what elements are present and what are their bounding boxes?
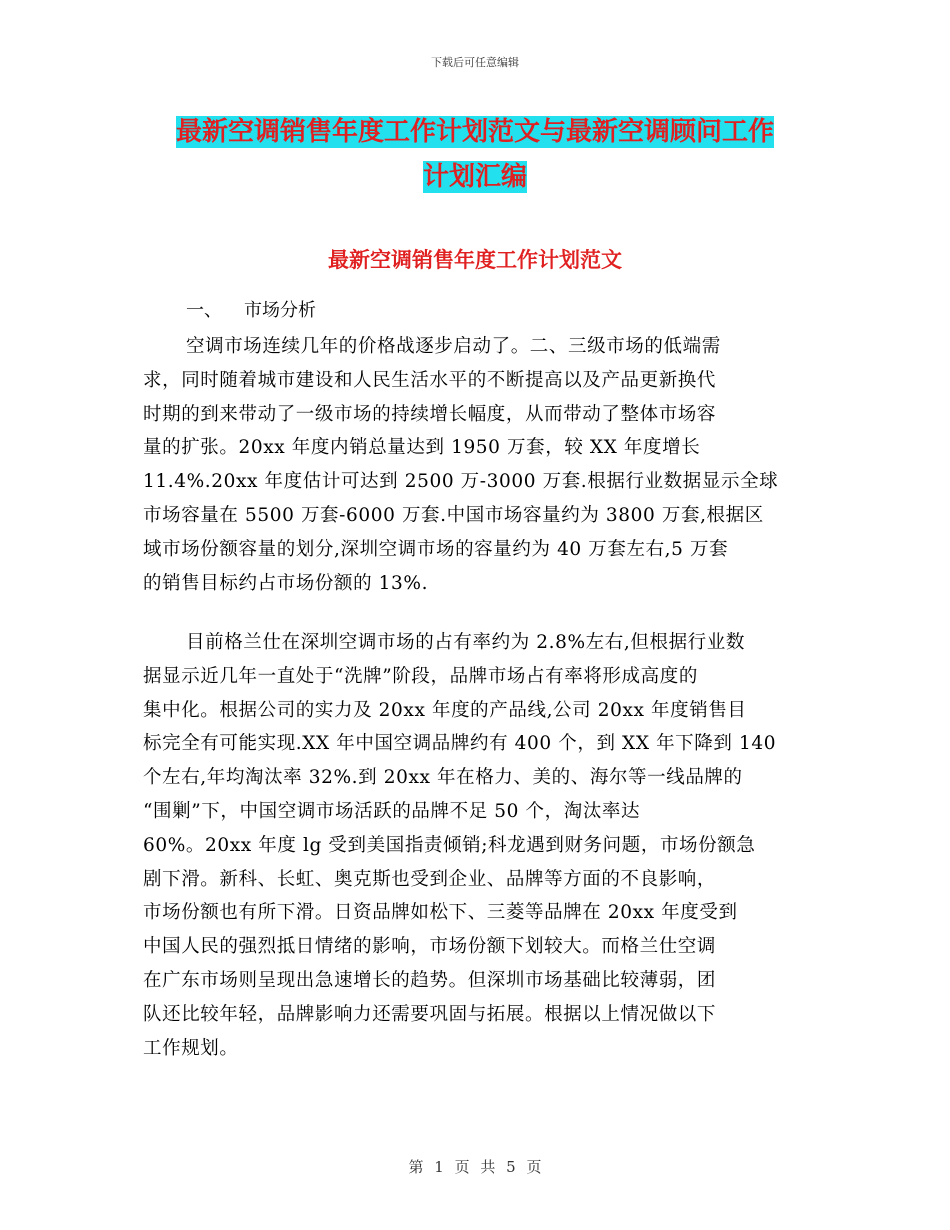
paragraph-line: 60%。20xx 年度 lg 受到美国指责倾销;科龙遇到财务问题，市场份额急: [143, 834, 756, 856]
paragraph-line: 量的扩张。20xx 年度内销总量达到 1950 万套，较 XX 年度增长: [143, 437, 701, 459]
section-number: 一、: [186, 300, 222, 321]
paragraph-line: 市场份额也有所下滑。日资品牌如松下、三菱等品牌在 20xx 年度受到: [143, 902, 738, 924]
section-title: [186, 296, 316, 322]
paragraph-2: [143, 626, 813, 1065]
document-title: [140, 110, 810, 200]
paragraph-line: 队还比较年轻，品牌影响力还需要巩固与拓展。根据以上情况做以下: [143, 1003, 717, 1025]
paragraph-1: [143, 330, 813, 600]
paragraph-line: “围剿”下，中国空调市场活跃的品牌不足 50 个，淘汰率达: [143, 800, 641, 822]
page-header: 下载后可任意编辑: [431, 56, 519, 69]
paragraph-line: 据显示近几年一直处于“洗牌”阶段，品牌市场占有率将形成高度的: [143, 665, 698, 687]
paragraph-line: 工作规划。: [143, 1037, 239, 1059]
section-title-text: 市场分析: [244, 300, 316, 321]
paragraph-line: 域市场份额容量的划分,深圳空调市场的容量约为 40 万套左右,5 万套: [143, 538, 729, 560]
paragraph-line: 目前格兰仕在深圳空调市场的占有率约为 2.8%左右,但根据行业数: [186, 632, 745, 653]
paragraph-line: 的销售目标约占市场份额的 13%.: [143, 572, 429, 594]
paragraph-line: 剧下滑。新科、长虹、奥克斯也受到企业、品牌等方面的不良影响，: [143, 868, 717, 890]
page-footer: 第 1 页 共 5 页: [408, 1158, 542, 1176]
title-line-2: 计划汇编: [422, 162, 527, 192]
section-heading: 最新空调销售年度工作计划范文: [328, 248, 622, 272]
paragraph-line: 在广东市场则呈现出急速增长的趋势。但深圳市场基础比较薄弱，团: [143, 969, 717, 991]
paragraph-line: 时期的到来带动了一级市场的持续增长幅度，从而带动了整体市场容: [143, 403, 717, 425]
paragraph-line: 标完全有可能实现.XX 年中国空调品牌约有 400 个，到 XX 年下降到 140: [143, 733, 777, 755]
paragraph-line: 11.4%.20xx 年度估计可达到 2500 万-3000 万套.根据行业数据显示全球: [143, 471, 779, 493]
paragraph-line: 空调市场连续几年的价格战逐步启动了。二、三级市场的低端需: [186, 336, 721, 357]
paragraph-line: 中国人民的强烈抵日情绪的影响，市场份额下划较大。而格兰仕空调: [143, 936, 717, 958]
paragraph-line: 市场容量在 5500 万套-6000 万套.中国市场容量约为 3800 万套,根据区: [143, 504, 764, 526]
paragraph-line: 个左右,年均淘汰率 32%.到 20xx 年在格力、美的、海尔等一线品牌的: [143, 767, 743, 789]
paragraph-line: 集中化。根据公司的实力及 20xx 年度的产品线,公司 20xx 年度销售目: [143, 699, 747, 721]
title-line-1: 最新空调销售年度工作计划范文与最新空调顾问工作: [175, 117, 774, 147]
paragraph-line: 求，同时随着城市建设和人民生活水平的不断提高以及产品更新换代: [143, 369, 717, 391]
